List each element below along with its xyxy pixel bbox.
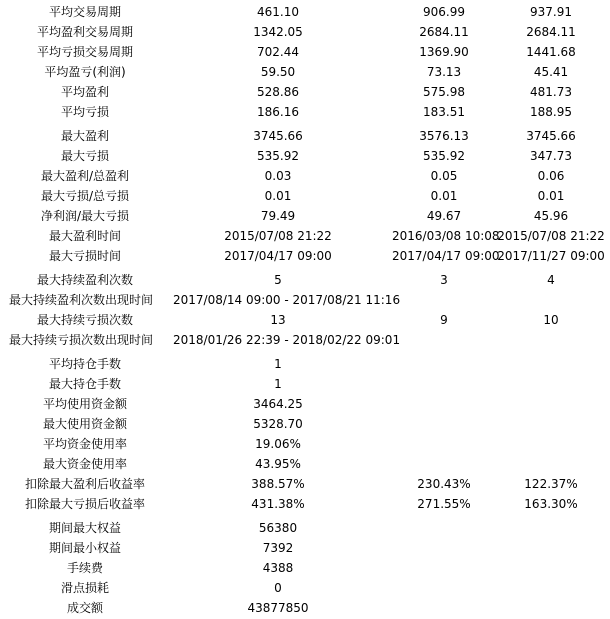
value-long-trades: 9 [440,313,448,327]
row-label: 期间最小权益 [48,541,121,555]
value-all-trades: 535.92 [257,149,299,163]
value-all-trades: 5328.70 [253,417,303,431]
value-short-trades: 0.01 [537,189,565,203]
row-label: 最大亏损 [60,149,109,163]
table-row [0,102,610,122]
value-all-trades: 186.16 [257,105,299,119]
row-label: 平均盈利 [60,85,109,99]
value-long-trades [392,354,496,374]
value-short-trades: 2015/07/08 21:22 [497,229,605,243]
value-all-trades: 2017/08/14 09:00 - 2017/08/21 11:16 [173,293,401,307]
value-all-trades: 13 [270,313,286,327]
value-all-trades: 43.95% [255,457,301,471]
value-short-trades [496,374,606,394]
row-label: 最大亏损时间 [48,249,121,263]
row-label: 最大持续亏损次数出现时间 [9,333,154,347]
value-long-trades: 3576.13 [419,129,469,143]
value-all-trades: 0.03 [264,169,292,183]
value-short-trades [496,538,606,558]
value-short-trades [496,354,606,374]
value-all-trades: 1 [274,357,282,371]
value-all-trades: 0.01 [264,189,292,203]
value-all-trades: 7392 [262,541,294,555]
value-short-trades: 3745.66 [526,129,576,143]
value-long-trades [392,374,496,394]
value-all-trades: 3745.66 [253,129,303,143]
value-short-trades [496,394,606,414]
value-long-trades: 1369.90 [419,45,469,59]
table-row [0,374,610,394]
value-short-trades [496,598,606,618]
table-row [0,246,610,266]
table-row [0,270,610,290]
value-long-trades [392,538,496,558]
value-long-trades [392,558,496,578]
value-all-trades: 0 [274,581,282,595]
value-short-trades [496,558,606,578]
row-label: 最大持仓手数 [48,377,121,391]
table-row [0,394,610,414]
row-label: 平均交易周期 [48,5,121,19]
value-short-trades [496,434,606,454]
value-long-trades [392,578,496,598]
table-row [0,310,610,330]
table-row [0,454,610,474]
row-label: 平均资金使用率 [42,437,127,451]
value-long-trades: 183.51 [423,105,465,119]
value-long-trades: 73.13 [426,65,462,79]
value-short-trades [496,414,606,434]
row-label: 最大亏损/总亏损 [40,189,130,203]
table-row [0,494,610,514]
value-short-trades: 45.96 [533,209,569,223]
value-long-trades: 2017/04/17 09:00 [392,249,500,263]
value-all-trades: 1342.05 [253,25,303,39]
value-short-trades: 163.30% [524,497,578,511]
table-row [0,474,610,494]
value-long-trades: 230.43% [417,477,471,491]
value-short-trades [496,454,606,474]
row-label: 最大持续盈利次数出现时间 [9,293,154,307]
value-all-trades: 1 [274,377,282,391]
table-row [0,22,610,42]
table-row [0,290,610,310]
table-row [0,434,610,454]
table-row [0,62,610,82]
table-row [0,206,610,226]
value-long-trades: 271.55% [417,497,471,511]
row-label: 最大资金使用率 [42,457,127,471]
table-row [0,578,610,598]
row-label: 最大持续盈利次数 [36,273,133,287]
value-long-trades: 0.01 [430,189,458,203]
value-long-trades: 3 [440,273,448,287]
table-row [0,414,610,434]
value-all-trades: 461.10 [257,5,299,19]
value-all-trades: 56380 [258,521,298,535]
value-long-trades [392,394,496,414]
row-label: 平均盈利交易周期 [36,25,133,39]
row-label: 平均盈亏(利润) [44,65,126,79]
value-short-trades: 188.95 [530,105,572,119]
table-row [0,42,610,62]
value-short-trades: 1441.68 [526,45,576,59]
value-long-trades: 2684.11 [419,25,469,39]
value-long-trades [392,454,496,474]
value-long-trades [392,290,496,310]
row-label: 最大盈利时间 [48,229,121,243]
table-row [0,82,610,102]
value-short-trades: 2017/11/27 09:00 [497,249,605,263]
value-all-trades: 79.49 [260,209,296,223]
value-short-trades: 122.37% [524,477,578,491]
value-all-trades: 43877850 [247,601,309,615]
table-row [0,2,610,22]
value-all-trades: 388.57% [251,477,305,491]
value-short-trades [496,330,606,350]
value-long-trades: 49.67 [426,209,462,223]
value-all-trades: 59.50 [260,65,296,79]
value-long-trades: 0.05 [430,169,458,183]
table-row [0,226,610,246]
table-row [0,354,610,374]
row-label: 净利润/最大亏损 [40,209,130,223]
table-row [0,518,610,538]
value-short-trades: 0.06 [537,169,565,183]
value-long-trades: 2016/03/08 10:08 [392,229,500,243]
value-short-trades: 45.41 [533,65,569,79]
table-row [0,598,610,618]
table-row [0,166,610,186]
row-label: 最大盈利 [60,129,109,143]
value-long-trades: 906.99 [423,5,465,19]
row-label: 平均亏损 [60,105,109,119]
row-label: 平均持仓手数 [48,357,121,371]
value-short-trades [496,290,606,310]
value-all-trades: 3464.25 [253,397,303,411]
row-label: 滑点损耗 [60,581,109,595]
value-long-trades: 535.92 [423,149,465,163]
table-row [0,558,610,578]
value-short-trades [496,518,606,538]
table-row [0,146,610,166]
value-long-trades [392,414,496,434]
value-long-trades [392,330,496,350]
value-long-trades [392,598,496,618]
table-row [0,186,610,206]
value-short-trades: 347.73 [530,149,572,163]
value-all-trades: 528.86 [257,85,299,99]
row-label: 成交额 [66,601,103,615]
row-label: 期间最大权益 [48,521,121,535]
table-row [0,538,610,558]
value-all-trades: 2018/01/26 22:39 - 2018/02/22 09:01 [173,333,401,347]
value-all-trades: 2015/07/08 21:22 [224,229,332,243]
row-label: 扣除最大盈利后收益率 [24,477,145,491]
row-label: 平均亏损交易周期 [36,45,133,59]
value-all-trades: 4388 [262,561,294,575]
value-short-trades: 2684.11 [526,25,576,39]
value-all-trades: 19.06% [255,437,301,451]
value-short-trades: 10 [543,313,559,327]
row-label: 最大使用资金额 [42,417,127,431]
table-row [0,330,610,350]
value-all-trades: 5 [274,273,282,287]
row-label: 最大持续亏损次数 [36,313,133,327]
value-short-trades: 481.73 [530,85,572,99]
value-long-trades: 575.98 [423,85,465,99]
value-all-trades: 702.44 [257,45,299,59]
row-label: 扣除最大亏损后收益率 [24,497,145,511]
value-all-trades: 2017/04/17 09:00 [224,249,332,263]
value-short-trades: 4 [547,273,555,287]
value-long-trades [392,434,496,454]
row-label: 平均使用资金额 [42,397,127,411]
table-row [0,126,610,146]
value-short-trades: 937.91 [530,5,572,19]
row-label: 手续费 [66,561,103,575]
value-short-trades [496,578,606,598]
value-long-trades [392,518,496,538]
row-label: 最大盈利/总盈利 [40,169,130,183]
value-all-trades: 431.38% [251,497,305,511]
